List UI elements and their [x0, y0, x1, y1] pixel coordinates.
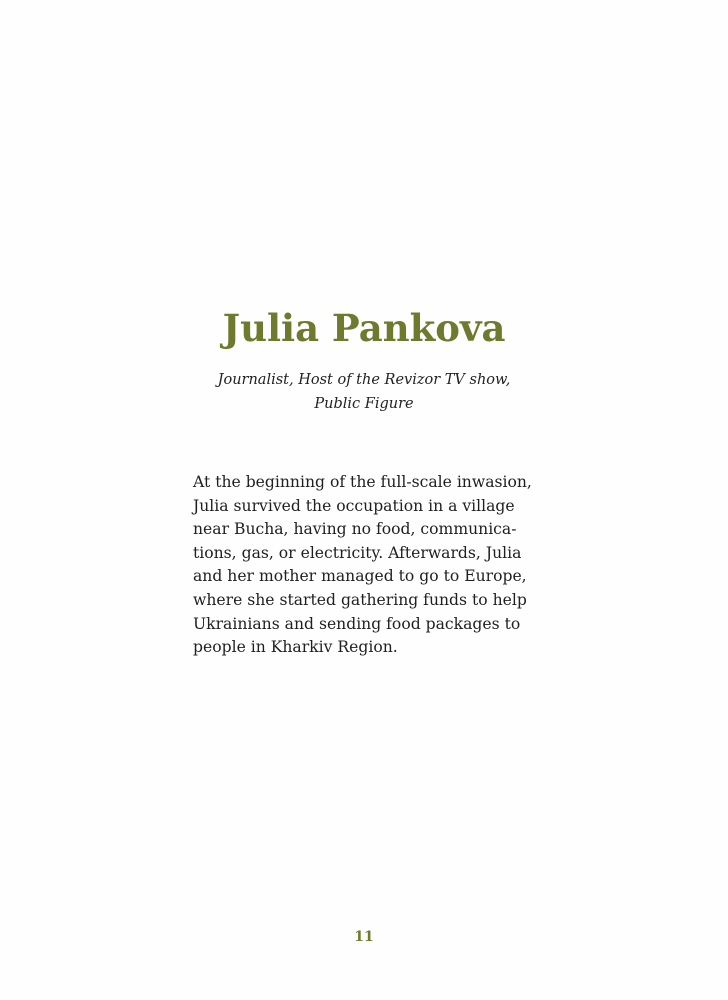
person-role-line: Journalist, Host of the Revizor TV show,: [217, 372, 511, 388]
biography-paragraph: [193, 471, 553, 660]
page-number: 11: [354, 929, 374, 945]
paragraph-line: Ukrainians and sending food packages to: [193, 614, 521, 633]
paragraph-line: Julia survived the occupation in a village: [193, 496, 515, 515]
paragraph-line: tions, gas, or electricity. Afterwards, Julia: [193, 543, 522, 562]
paragraph-line: and her mother managed to go to Europe,: [193, 567, 527, 586]
paragraph-line: people in Kharkiv Region.: [193, 638, 398, 657]
paragraph-line: At the beginning of the full-scale inwasion,: [193, 473, 532, 491]
paragraph-line: near Bucha, having no food, communica-: [193, 520, 517, 539]
page-title: Julia Pankova: [222, 306, 506, 350]
person-role: [180, 368, 548, 416]
person-role-line: Public Figure: [314, 396, 414, 412]
paragraph-line: where she started gathering funds to help: [193, 590, 527, 609]
